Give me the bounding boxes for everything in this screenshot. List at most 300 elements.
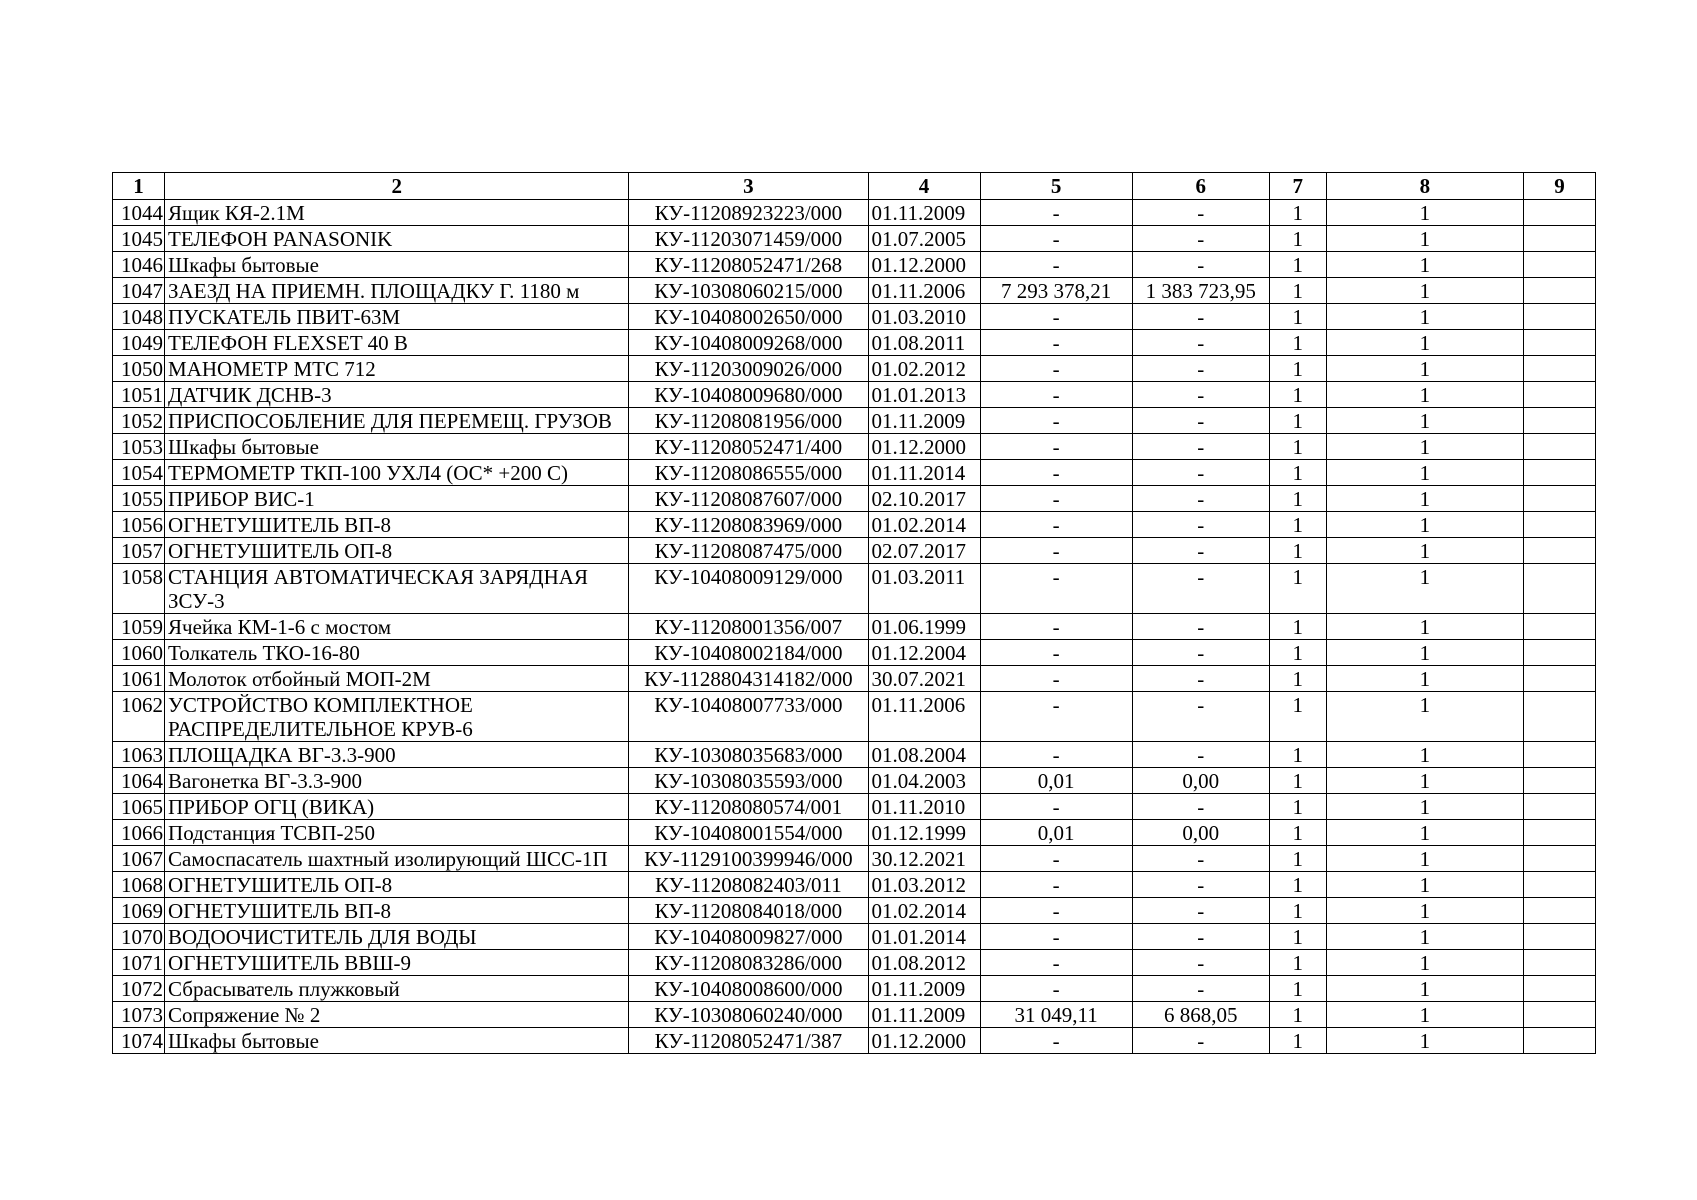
date-cell: 01.08.2011	[868, 330, 980, 356]
value-6-cell: -	[1132, 872, 1269, 898]
value-7-cell: 1	[1269, 872, 1326, 898]
value-8-cell: 1	[1326, 200, 1523, 226]
row-number-cell: 1073	[113, 1002, 165, 1028]
column-header-8: 8	[1326, 173, 1523, 200]
value-9-cell	[1523, 898, 1595, 924]
date-cell: 01.02.2014	[868, 898, 980, 924]
item-name-cell: ОГНЕТУШИТЕЛЬ ОП-8	[165, 872, 629, 898]
row-number-cell: 1055	[113, 486, 165, 512]
table-row	[113, 330, 1596, 356]
table-row	[113, 666, 1596, 692]
value-8-cell: 1	[1326, 1028, 1523, 1054]
value-5-cell: -	[980, 460, 1132, 486]
row-number-cell: 1072	[113, 976, 165, 1002]
inventory-code-cell: КУ-11208001356/007	[629, 614, 868, 640]
value-8-cell: 1	[1326, 304, 1523, 330]
value-8-cell: 1	[1326, 434, 1523, 460]
inventory-code-cell: КУ-11208052471/268	[629, 252, 868, 278]
value-9-cell	[1523, 846, 1595, 872]
value-7-cell: 1	[1269, 252, 1326, 278]
row-number-cell: 1057	[113, 538, 165, 564]
table-row	[113, 304, 1596, 330]
inventory-code-cell: КУ-11208086555/000	[629, 460, 868, 486]
table-row	[113, 794, 1596, 820]
item-name-cell: ДАТЧИК ДСНВ-3	[165, 382, 629, 408]
date-cell: 01.03.2010	[868, 304, 980, 330]
inventory-code-cell: КУ-10308060240/000	[629, 1002, 868, 1028]
value-6-cell: -	[1132, 538, 1269, 564]
row-number-cell: 1058	[113, 564, 165, 614]
value-5-cell: -	[980, 408, 1132, 434]
item-name-cell: Шкафы бытовые	[165, 252, 629, 278]
date-cell: 01.11.2006	[868, 692, 980, 742]
value-7-cell: 1	[1269, 794, 1326, 820]
value-6-cell: 0,00	[1132, 768, 1269, 794]
value-8-cell: 1	[1326, 742, 1523, 768]
item-name-cell: ТЕРМОМЕТР ТКП-100 УХЛ4 (ОС* +200 С)	[165, 460, 629, 486]
table-row	[113, 742, 1596, 768]
date-cell: 30.12.2021	[868, 846, 980, 872]
value-9-cell	[1523, 278, 1595, 304]
value-9-cell	[1523, 820, 1595, 846]
column-header-7: 7	[1269, 173, 1326, 200]
item-name-cell: ПУСКАТЕЛЬ ПВИТ-63М	[165, 304, 629, 330]
table-row	[113, 382, 1596, 408]
value-6-cell: -	[1132, 640, 1269, 666]
inventory-code-cell: КУ-10308035593/000	[629, 768, 868, 794]
value-5-cell: -	[980, 382, 1132, 408]
value-9-cell	[1523, 614, 1595, 640]
value-5-cell: -	[980, 924, 1132, 950]
table-row	[113, 460, 1596, 486]
value-9-cell	[1523, 794, 1595, 820]
value-7-cell: 1	[1269, 278, 1326, 304]
inventory-code-cell: КУ-10308060215/000	[629, 278, 868, 304]
item-name-cell: Молоток отбойный МОП-2М	[165, 666, 629, 692]
value-8-cell: 1	[1326, 486, 1523, 512]
value-6-cell: 1 383 723,95	[1132, 278, 1269, 304]
row-number-cell: 1067	[113, 846, 165, 872]
inventory-code-cell: КУ-10408002184/000	[629, 640, 868, 666]
value-6-cell: -	[1132, 1028, 1269, 1054]
value-8-cell: 1	[1326, 640, 1523, 666]
value-5-cell: -	[980, 794, 1132, 820]
row-number-cell: 1070	[113, 924, 165, 950]
value-8-cell: 1	[1326, 614, 1523, 640]
value-9-cell	[1523, 538, 1595, 564]
inventory-code-cell: КУ-1129100399946/000	[629, 846, 868, 872]
column-header-6: 6	[1132, 173, 1269, 200]
row-number-cell: 1074	[113, 1028, 165, 1054]
value-6-cell: -	[1132, 950, 1269, 976]
date-cell: 01.01.2014	[868, 924, 980, 950]
item-name-cell: Самоспасатель шахтный изолирующий ШСС-1П	[165, 846, 629, 872]
value-7-cell: 1	[1269, 486, 1326, 512]
table-body	[113, 200, 1596, 1054]
value-5-cell: -	[980, 846, 1132, 872]
value-8-cell: 1	[1326, 872, 1523, 898]
value-7-cell: 1	[1269, 538, 1326, 564]
value-8-cell: 1	[1326, 1002, 1523, 1028]
value-6-cell: -	[1132, 252, 1269, 278]
value-8-cell: 1	[1326, 692, 1523, 742]
value-6-cell: -	[1132, 692, 1269, 742]
table-header	[113, 173, 1596, 200]
value-6-cell: -	[1132, 200, 1269, 226]
value-5-cell: -	[980, 330, 1132, 356]
date-cell: 01.03.2011	[868, 564, 980, 614]
table-row	[113, 872, 1596, 898]
inventory-code-cell: КУ-11208083969/000	[629, 512, 868, 538]
date-cell: 01.02.2012	[868, 356, 980, 382]
table-row	[113, 564, 1596, 614]
inventory-code-cell: КУ-11208087475/000	[629, 538, 868, 564]
value-5-cell: -	[980, 692, 1132, 742]
value-6-cell: -	[1132, 898, 1269, 924]
value-5-cell: 7 293 378,21	[980, 278, 1132, 304]
row-number-cell: 1050	[113, 356, 165, 382]
value-7-cell: 1	[1269, 382, 1326, 408]
value-9-cell	[1523, 460, 1595, 486]
value-9-cell	[1523, 200, 1595, 226]
date-cell: 01.01.2013	[868, 382, 980, 408]
value-9-cell	[1523, 226, 1595, 252]
value-5-cell: -	[980, 614, 1132, 640]
value-6-cell: -	[1132, 666, 1269, 692]
value-5-cell: -	[980, 252, 1132, 278]
value-7-cell: 1	[1269, 226, 1326, 252]
value-6-cell: -	[1132, 304, 1269, 330]
item-name-cell: ОГНЕТУШИТЕЛЬ ВП-8	[165, 898, 629, 924]
value-9-cell	[1523, 356, 1595, 382]
value-5-cell: -	[980, 640, 1132, 666]
table-row	[113, 226, 1596, 252]
value-5-cell: 0,01	[980, 820, 1132, 846]
value-7-cell: 1	[1269, 356, 1326, 382]
value-9-cell	[1523, 640, 1595, 666]
row-number-cell: 1061	[113, 666, 165, 692]
date-cell: 01.07.2005	[868, 226, 980, 252]
date-cell: 01.11.2014	[868, 460, 980, 486]
row-number-cell: 1046	[113, 252, 165, 278]
date-cell: 01.11.2009	[868, 1002, 980, 1028]
value-8-cell: 1	[1326, 538, 1523, 564]
value-8-cell: 1	[1326, 512, 1523, 538]
value-7-cell: 1	[1269, 742, 1326, 768]
value-5-cell: -	[980, 304, 1132, 330]
row-number-cell: 1062	[113, 692, 165, 742]
value-9-cell	[1523, 486, 1595, 512]
value-9-cell	[1523, 924, 1595, 950]
item-name-cell: ПРИБОР ВИС-1	[165, 486, 629, 512]
value-6-cell: -	[1132, 434, 1269, 460]
inventory-code-cell: КУ-11208080574/001	[629, 794, 868, 820]
inventory-code-cell: КУ-1128804314182/000	[629, 666, 868, 692]
date-cell: 01.02.2014	[868, 512, 980, 538]
item-name-cell: Ящик КЯ-2.1М	[165, 200, 629, 226]
inventory-code-cell: КУ-11208083286/000	[629, 950, 868, 976]
date-cell: 01.12.1999	[868, 820, 980, 846]
item-name-cell: Сопряжение № 2	[165, 1002, 629, 1028]
item-name-cell: ОГНЕТУШИТЕЛЬ ОП-8	[165, 538, 629, 564]
value-5-cell: -	[980, 356, 1132, 382]
item-name-cell: СТАНЦИЯ АВТОМАТИЧЕСКАЯ ЗАРЯДНАЯ ЗСУ-3	[165, 564, 629, 614]
value-8-cell: 1	[1326, 950, 1523, 976]
value-5-cell: -	[980, 872, 1132, 898]
inventory-code-cell: КУ-10408009827/000	[629, 924, 868, 950]
row-number-cell: 1066	[113, 820, 165, 846]
value-8-cell: 1	[1326, 820, 1523, 846]
inventory-code-cell: КУ-11203071459/000	[629, 226, 868, 252]
inventory-code-cell: КУ-11208082403/011	[629, 872, 868, 898]
value-7-cell: 1	[1269, 614, 1326, 640]
value-9-cell	[1523, 768, 1595, 794]
date-cell: 01.12.2000	[868, 434, 980, 460]
value-9-cell	[1523, 1002, 1595, 1028]
value-5-cell: -	[980, 200, 1132, 226]
item-name-cell: ВОДООЧИСТИТЕЛЬ ДЛЯ ВОДЫ	[165, 924, 629, 950]
value-9-cell	[1523, 742, 1595, 768]
row-number-cell: 1053	[113, 434, 165, 460]
inventory-code-cell: КУ-10408001554/000	[629, 820, 868, 846]
table-row	[113, 846, 1596, 872]
row-number-cell: 1065	[113, 794, 165, 820]
value-6-cell: -	[1132, 226, 1269, 252]
table-row	[113, 252, 1596, 278]
value-7-cell: 1	[1269, 1028, 1326, 1054]
value-9-cell	[1523, 330, 1595, 356]
row-number-cell: 1052	[113, 408, 165, 434]
value-9-cell	[1523, 512, 1595, 538]
item-name-cell: ПЛОЩАДКА ВГ-3.3-900	[165, 742, 629, 768]
date-cell: 01.12.2000	[868, 252, 980, 278]
value-5-cell: -	[980, 666, 1132, 692]
table-row	[113, 614, 1596, 640]
value-7-cell: 1	[1269, 666, 1326, 692]
value-8-cell: 1	[1326, 408, 1523, 434]
value-8-cell: 1	[1326, 794, 1523, 820]
value-7-cell: 1	[1269, 976, 1326, 1002]
date-cell: 01.03.2012	[868, 872, 980, 898]
inventory-code-cell: КУ-10408009129/000	[629, 564, 868, 614]
date-cell: 01.11.2009	[868, 976, 980, 1002]
value-9-cell	[1523, 434, 1595, 460]
row-number-cell: 1059	[113, 614, 165, 640]
table-row	[113, 820, 1596, 846]
value-5-cell: 31 049,11	[980, 1002, 1132, 1028]
value-8-cell: 1	[1326, 460, 1523, 486]
row-number-cell: 1047	[113, 278, 165, 304]
date-cell: 02.10.2017	[868, 486, 980, 512]
date-cell: 01.11.2009	[868, 200, 980, 226]
value-7-cell: 1	[1269, 512, 1326, 538]
table-row	[113, 1002, 1596, 1028]
column-header-4: 4	[868, 173, 980, 200]
value-5-cell: -	[980, 486, 1132, 512]
inventory-code-cell: КУ-10408008600/000	[629, 976, 868, 1002]
value-7-cell: 1	[1269, 640, 1326, 666]
value-9-cell	[1523, 692, 1595, 742]
table-row	[113, 486, 1596, 512]
inventory-code-cell: КУ-11208052471/387	[629, 1028, 868, 1054]
inventory-table	[112, 172, 1596, 1054]
value-9-cell	[1523, 950, 1595, 976]
value-7-cell: 1	[1269, 950, 1326, 976]
row-number-cell: 1054	[113, 460, 165, 486]
value-8-cell: 1	[1326, 976, 1523, 1002]
value-5-cell: -	[980, 950, 1132, 976]
date-cell: 02.07.2017	[868, 538, 980, 564]
value-7-cell: 1	[1269, 434, 1326, 460]
value-8-cell: 1	[1326, 846, 1523, 872]
date-cell: 01.11.2010	[868, 794, 980, 820]
value-9-cell	[1523, 382, 1595, 408]
item-name-cell: Шкафы бытовые	[165, 434, 629, 460]
value-7-cell: 1	[1269, 200, 1326, 226]
inventory-code-cell: КУ-10408002650/000	[629, 304, 868, 330]
table-row	[113, 434, 1596, 460]
item-name-cell: Толкатель ТКО-16-80	[165, 640, 629, 666]
value-5-cell: -	[980, 512, 1132, 538]
column-header-9: 9	[1523, 173, 1595, 200]
value-5-cell: -	[980, 538, 1132, 564]
item-name-cell: ОГНЕТУШИТЕЛЬ ВВШ-9	[165, 950, 629, 976]
inventory-code-cell: КУ-10408007733/000	[629, 692, 868, 742]
value-7-cell: 1	[1269, 692, 1326, 742]
row-number-cell: 1071	[113, 950, 165, 976]
date-cell: 01.12.2000	[868, 1028, 980, 1054]
value-9-cell	[1523, 408, 1595, 434]
value-9-cell	[1523, 1028, 1595, 1054]
item-name-cell: Ячейка КМ-1-6 с мостом	[165, 614, 629, 640]
value-9-cell	[1523, 666, 1595, 692]
table-row	[113, 640, 1596, 666]
row-number-cell: 1063	[113, 742, 165, 768]
table-row	[113, 200, 1596, 226]
date-cell: 01.06.1999	[868, 614, 980, 640]
inventory-code-cell: КУ-11208052471/400	[629, 434, 868, 460]
value-6-cell: -	[1132, 564, 1269, 614]
date-cell: 01.11.2009	[868, 408, 980, 434]
value-7-cell: 1	[1269, 1002, 1326, 1028]
value-7-cell: 1	[1269, 564, 1326, 614]
value-8-cell: 1	[1326, 666, 1523, 692]
table-row	[113, 356, 1596, 382]
value-5-cell: -	[980, 226, 1132, 252]
item-name-cell: ТЕЛЕФОН PANASONIK	[165, 226, 629, 252]
value-5-cell: -	[980, 1028, 1132, 1054]
table-row	[113, 278, 1596, 304]
value-9-cell	[1523, 252, 1595, 278]
table-row	[113, 538, 1596, 564]
row-number-cell: 1064	[113, 768, 165, 794]
value-7-cell: 1	[1269, 768, 1326, 794]
column-header-3: 3	[629, 173, 868, 200]
value-6-cell: -	[1132, 846, 1269, 872]
value-6-cell: 0,00	[1132, 820, 1269, 846]
value-8-cell: 1	[1326, 924, 1523, 950]
row-number-cell: 1048	[113, 304, 165, 330]
item-name-cell: Подстанция ТСВП-250	[165, 820, 629, 846]
row-number-cell: 1044	[113, 200, 165, 226]
value-6-cell: -	[1132, 408, 1269, 434]
value-6-cell: -	[1132, 382, 1269, 408]
row-number-cell: 1056	[113, 512, 165, 538]
value-7-cell: 1	[1269, 820, 1326, 846]
table-row	[113, 950, 1596, 976]
value-9-cell	[1523, 872, 1595, 898]
value-8-cell: 1	[1326, 898, 1523, 924]
item-name-cell: Шкафы бытовые	[165, 1028, 629, 1054]
inventory-code-cell: КУ-11208081956/000	[629, 408, 868, 434]
value-8-cell: 1	[1326, 226, 1523, 252]
value-6-cell: -	[1132, 512, 1269, 538]
date-cell: 01.04.2003	[868, 768, 980, 794]
inventory-code-cell: КУ-10408009680/000	[629, 382, 868, 408]
item-name-cell: ТЕЛЕФОН FLEXSET 40 В	[165, 330, 629, 356]
value-5-cell: -	[980, 898, 1132, 924]
value-8-cell: 1	[1326, 768, 1523, 794]
value-6-cell: -	[1132, 330, 1269, 356]
value-9-cell	[1523, 304, 1595, 330]
table-row	[113, 1028, 1596, 1054]
value-9-cell	[1523, 976, 1595, 1002]
row-number-cell: 1060	[113, 640, 165, 666]
value-5-cell: -	[980, 742, 1132, 768]
column-header-2: 2	[165, 173, 629, 200]
header-row	[113, 173, 1596, 200]
value-7-cell: 1	[1269, 408, 1326, 434]
item-name-cell: МАНОМЕТР МТС 712	[165, 356, 629, 382]
value-9-cell	[1523, 564, 1595, 614]
value-7-cell: 1	[1269, 304, 1326, 330]
value-5-cell: -	[980, 434, 1132, 460]
date-cell: 01.12.2004	[868, 640, 980, 666]
item-name-cell: ПРИСПОСОБЛЕНИЕ ДЛЯ ПЕРЕМЕЩ. ГРУЗОВ	[165, 408, 629, 434]
table-row	[113, 898, 1596, 924]
item-name-cell: ОГНЕТУШИТЕЛЬ ВП-8	[165, 512, 629, 538]
date-cell: 01.11.2006	[868, 278, 980, 304]
table-row	[113, 976, 1596, 1002]
table-row	[113, 408, 1596, 434]
inventory-code-cell: КУ-10308035683/000	[629, 742, 868, 768]
value-8-cell: 1	[1326, 356, 1523, 382]
value-6-cell: -	[1132, 486, 1269, 512]
inventory-code-cell: КУ-11208084018/000	[629, 898, 868, 924]
inventory-code-cell: КУ-11203009026/000	[629, 356, 868, 382]
inventory-code-cell: КУ-11208923223/000	[629, 200, 868, 226]
inventory-code-cell: КУ-10408009268/000	[629, 330, 868, 356]
table-row	[113, 692, 1596, 742]
value-5-cell: -	[980, 976, 1132, 1002]
value-6-cell: -	[1132, 614, 1269, 640]
value-6-cell: -	[1132, 924, 1269, 950]
value-8-cell: 1	[1326, 252, 1523, 278]
column-header-5: 5	[980, 173, 1132, 200]
item-name-cell: ЗАЕЗД НА ПРИЕМН. ПЛОЩАДКУ Г. 1180 м	[165, 278, 629, 304]
value-8-cell: 1	[1326, 382, 1523, 408]
column-header-1: 1	[113, 173, 165, 200]
value-7-cell: 1	[1269, 846, 1326, 872]
table-row	[113, 768, 1596, 794]
value-7-cell: 1	[1269, 898, 1326, 924]
value-8-cell: 1	[1326, 278, 1523, 304]
row-number-cell: 1051	[113, 382, 165, 408]
value-5-cell: -	[980, 564, 1132, 614]
value-6-cell: -	[1132, 976, 1269, 1002]
value-8-cell: 1	[1326, 564, 1523, 614]
row-number-cell: 1045	[113, 226, 165, 252]
